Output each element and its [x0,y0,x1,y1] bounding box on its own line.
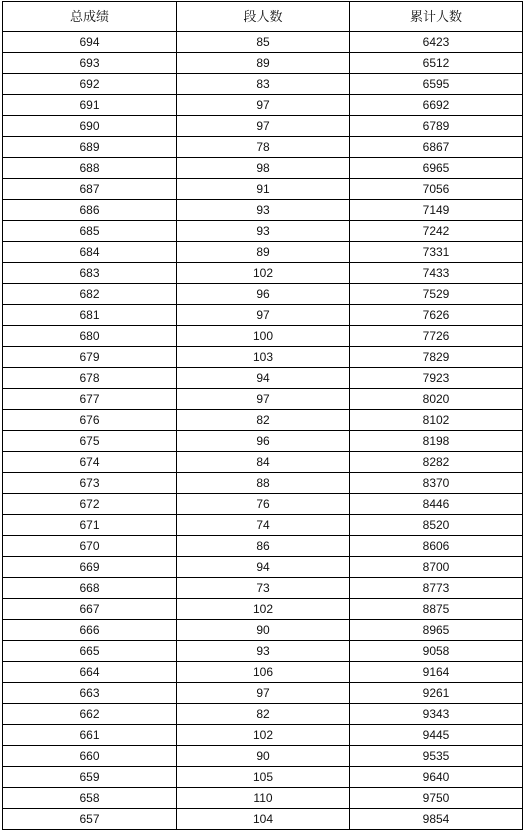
header-segment-count: 段人数 [177,2,350,32]
cell-cumulative-count: 9535 [350,746,523,767]
cell-segment-count: 97 [177,389,350,410]
cell-segment-count: 86 [177,536,350,557]
cell-segment-count: 82 [177,410,350,431]
cell-segment-count: 102 [177,263,350,284]
cell-score: 677 [3,389,177,410]
cell-score: 693 [3,53,177,74]
table-row [3,284,523,305]
cell-cumulative-count: 8700 [350,557,523,578]
cell-score: 694 [3,32,177,53]
cell-score: 688 [3,158,177,179]
cell-segment-count: 89 [177,53,350,74]
table-row [3,746,523,767]
cell-cumulative-count: 9058 [350,641,523,662]
cell-segment-count: 98 [177,158,350,179]
cell-segment-count: 76 [177,494,350,515]
table-row [3,662,523,683]
cell-cumulative-count: 7433 [350,263,523,284]
cell-segment-count: 102 [177,725,350,746]
cell-cumulative-count: 8102 [350,410,523,431]
cell-score: 667 [3,599,177,620]
cell-cumulative-count: 8520 [350,515,523,536]
cell-cumulative-count: 7242 [350,221,523,242]
cell-cumulative-count: 9164 [350,662,523,683]
cell-score: 686 [3,200,177,221]
table-row [3,704,523,725]
cell-cumulative-count: 8446 [350,494,523,515]
table-row [3,74,523,95]
cell-score: 679 [3,347,177,368]
cell-cumulative-count: 6789 [350,116,523,137]
cell-cumulative-count: 7149 [350,200,523,221]
cell-score: 673 [3,473,177,494]
cell-segment-count: 91 [177,179,350,200]
cell-segment-count: 74 [177,515,350,536]
cell-segment-count: 84 [177,452,350,473]
cell-score: 692 [3,74,177,95]
score-distribution-table [2,1,523,830]
cell-segment-count: 93 [177,641,350,662]
table-row [3,347,523,368]
cell-segment-count: 94 [177,557,350,578]
table-row [3,599,523,620]
cell-cumulative-count: 8020 [350,389,523,410]
header-cumulative-count: 累计人数 [350,2,523,32]
table-row [3,620,523,641]
table-row [3,137,523,158]
cell-cumulative-count: 6965 [350,158,523,179]
cell-score: 691 [3,95,177,116]
cell-score: 660 [3,746,177,767]
table-row [3,242,523,263]
cell-cumulative-count: 9445 [350,725,523,746]
cell-segment-count: 93 [177,221,350,242]
cell-score: 675 [3,431,177,452]
cell-score: 663 [3,683,177,704]
table-row [3,725,523,746]
cell-cumulative-count: 9854 [350,809,523,830]
cell-cumulative-count: 9261 [350,683,523,704]
cell-score: 658 [3,788,177,809]
table-row [3,179,523,200]
table-row [3,452,523,473]
cell-segment-count: 97 [177,683,350,704]
cell-segment-count: 78 [177,137,350,158]
cell-score: 670 [3,536,177,557]
cell-cumulative-count: 8965 [350,620,523,641]
cell-score: 672 [3,494,177,515]
cell-segment-count: 90 [177,746,350,767]
table-row [3,95,523,116]
table-row [3,263,523,284]
table-row [3,767,523,788]
cell-score: 662 [3,704,177,725]
cell-score: 671 [3,515,177,536]
cell-segment-count: 94 [177,368,350,389]
cell-score: 690 [3,116,177,137]
table-row [3,305,523,326]
cell-score: 683 [3,263,177,284]
cell-cumulative-count: 9750 [350,788,523,809]
cell-segment-count: 104 [177,809,350,830]
table-row [3,641,523,662]
header-score: 总成绩 [3,2,177,32]
cell-cumulative-count: 6423 [350,32,523,53]
cell-cumulative-count: 6512 [350,53,523,74]
cell-score: 687 [3,179,177,200]
table-row [3,473,523,494]
cell-score: 674 [3,452,177,473]
table-row [3,431,523,452]
table-header [3,2,523,32]
cell-segment-count: 85 [177,32,350,53]
cell-score: 681 [3,305,177,326]
table-row [3,494,523,515]
cell-segment-count: 100 [177,326,350,347]
table-row [3,221,523,242]
cell-cumulative-count: 7331 [350,242,523,263]
table-row [3,536,523,557]
table-row [3,788,523,809]
cell-score: 684 [3,242,177,263]
table-row [3,326,523,347]
cell-cumulative-count: 8198 [350,431,523,452]
cell-cumulative-count: 6692 [350,95,523,116]
cell-cumulative-count: 7829 [350,347,523,368]
cell-cumulative-count: 7529 [350,284,523,305]
cell-segment-count: 97 [177,305,350,326]
cell-score: 676 [3,410,177,431]
cell-cumulative-count: 8282 [350,452,523,473]
table-row [3,557,523,578]
cell-cumulative-count: 7056 [350,179,523,200]
table-row [3,158,523,179]
cell-cumulative-count: 7626 [350,305,523,326]
cell-score: 668 [3,578,177,599]
cell-cumulative-count: 9343 [350,704,523,725]
cell-segment-count: 106 [177,662,350,683]
cell-segment-count: 73 [177,578,350,599]
cell-score: 665 [3,641,177,662]
cell-cumulative-count: 6867 [350,137,523,158]
table-row [3,32,523,53]
table-row [3,368,523,389]
cell-score: 680 [3,326,177,347]
cell-segment-count: 97 [177,95,350,116]
cell-score: 685 [3,221,177,242]
table-row [3,515,523,536]
table-row [3,683,523,704]
cell-segment-count: 96 [177,431,350,452]
cell-segment-count: 105 [177,767,350,788]
cell-cumulative-count: 9640 [350,767,523,788]
cell-segment-count: 97 [177,116,350,137]
cell-score: 659 [3,767,177,788]
cell-score: 666 [3,620,177,641]
table-row [3,410,523,431]
cell-segment-count: 83 [177,74,350,95]
cell-segment-count: 103 [177,347,350,368]
cell-cumulative-count: 8606 [350,536,523,557]
cell-score: 682 [3,284,177,305]
table-row [3,200,523,221]
cell-segment-count: 96 [177,284,350,305]
table-row [3,809,523,830]
cell-cumulative-count: 6595 [350,74,523,95]
cell-score: 664 [3,662,177,683]
cell-segment-count: 93 [177,200,350,221]
cell-cumulative-count: 8773 [350,578,523,599]
cell-cumulative-count: 8875 [350,599,523,620]
cell-score: 689 [3,137,177,158]
cell-cumulative-count: 8370 [350,473,523,494]
cell-segment-count: 102 [177,599,350,620]
cell-segment-count: 89 [177,242,350,263]
cell-score: 657 [3,809,177,830]
cell-score: 678 [3,368,177,389]
cell-segment-count: 88 [177,473,350,494]
cell-score: 669 [3,557,177,578]
table-body [3,32,523,830]
table-row [3,389,523,410]
cell-cumulative-count: 7726 [350,326,523,347]
cell-score: 661 [3,725,177,746]
table-row [3,578,523,599]
cell-segment-count: 110 [177,788,350,809]
header-row [3,2,523,32]
table-row [3,53,523,74]
cell-segment-count: 82 [177,704,350,725]
cell-segment-count: 90 [177,620,350,641]
cell-cumulative-count: 7923 [350,368,523,389]
table-row [3,116,523,137]
